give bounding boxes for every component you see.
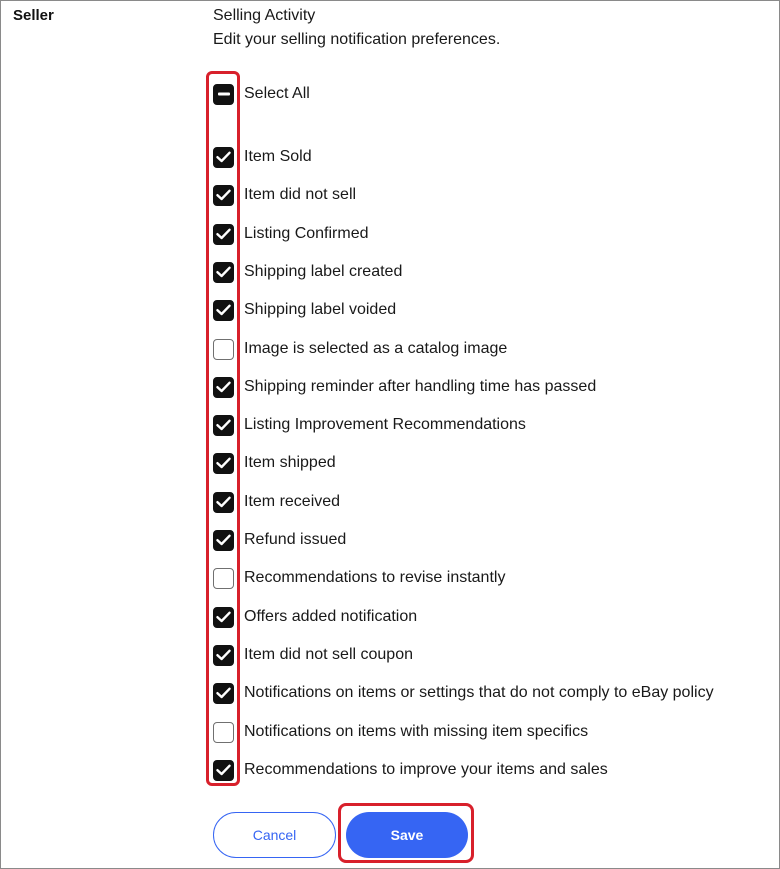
checkbox-label: Listing Confirmed bbox=[244, 225, 369, 242]
checkbox-label: Item did not sell bbox=[244, 186, 357, 203]
option-checkbox-row[interactable] bbox=[213, 183, 356, 207]
checkmark-icon bbox=[216, 228, 231, 240]
checkbox-label: Offers added notification bbox=[244, 608, 418, 625]
select-all-checkbox-row[interactable] bbox=[213, 82, 310, 106]
option-checkbox-row[interactable] bbox=[213, 681, 714, 705]
checkbox-label: Item did not sell coupon bbox=[244, 646, 413, 663]
checkmark-icon bbox=[216, 419, 231, 431]
option-checkbox[interactable] bbox=[213, 415, 234, 436]
option-checkbox-row[interactable] bbox=[213, 605, 417, 629]
option-checkbox[interactable] bbox=[213, 530, 234, 551]
checkmark-icon bbox=[216, 649, 231, 661]
checkbox-label: Select All bbox=[244, 85, 310, 102]
checkmark-icon bbox=[216, 151, 231, 163]
option-checkbox-row[interactable] bbox=[213, 413, 526, 437]
checkbox-label: Item Sold bbox=[244, 148, 312, 165]
checkbox-label: Notifications on items with missing item specifics bbox=[244, 723, 589, 740]
checkbox-label: Shipping label created bbox=[244, 263, 403, 280]
checkbox-label: Item shipped bbox=[244, 454, 336, 471]
checkbox-label: Item received bbox=[244, 493, 341, 510]
checkmark-icon bbox=[216, 457, 231, 469]
checkbox-label: Notifications on items or settings that do not comply to eBay policy bbox=[244, 684, 714, 701]
checkmark-icon bbox=[216, 304, 231, 316]
option-checkbox[interactable] bbox=[213, 147, 234, 168]
option-checkbox-row[interactable] bbox=[213, 758, 608, 782]
option-checkbox-row[interactable] bbox=[213, 566, 505, 590]
option-checkbox[interactable] bbox=[213, 683, 234, 704]
option-checkbox-row[interactable] bbox=[213, 260, 402, 284]
option-checkbox[interactable] bbox=[213, 339, 234, 360]
option-checkbox-row[interactable] bbox=[213, 490, 340, 514]
checkbox-label: Shipping label voided bbox=[244, 301, 397, 318]
checkbox-label: Refund issued bbox=[244, 531, 347, 548]
checkmark-icon bbox=[216, 189, 231, 201]
option-checkbox[interactable] bbox=[213, 607, 234, 628]
option-checkbox-row[interactable] bbox=[213, 298, 396, 322]
option-checkbox-row[interactable] bbox=[213, 222, 369, 246]
select-all-checkbox[interactable] bbox=[213, 84, 234, 105]
option-checkbox[interactable] bbox=[213, 185, 234, 206]
option-checkbox[interactable] bbox=[213, 492, 234, 513]
checkmark-icon bbox=[216, 534, 231, 546]
option-checkbox[interactable] bbox=[213, 377, 234, 398]
option-checkbox[interactable] bbox=[213, 645, 234, 666]
option-checkbox[interactable] bbox=[213, 224, 234, 245]
option-checkbox-row[interactable] bbox=[213, 643, 413, 667]
checkbox-label: Recommendations to revise instantly bbox=[244, 569, 506, 586]
option-checkbox-row[interactable] bbox=[213, 375, 596, 399]
option-checkbox-row[interactable] bbox=[213, 528, 346, 552]
option-checkbox-row[interactable] bbox=[213, 720, 588, 744]
checkmark-icon bbox=[216, 496, 231, 508]
checkbox-label: Image is selected as a catalog image bbox=[244, 340, 508, 357]
option-checkbox[interactable] bbox=[213, 300, 234, 321]
option-checkbox-row[interactable] bbox=[213, 337, 507, 361]
option-checkbox[interactable] bbox=[213, 262, 234, 283]
option-checkbox[interactable] bbox=[213, 453, 234, 474]
section-label: Seller bbox=[13, 7, 54, 24]
section-title: Selling Activity bbox=[213, 7, 316, 24]
dash-icon bbox=[218, 92, 230, 96]
checkmark-icon bbox=[216, 764, 231, 776]
checkmark-icon bbox=[216, 381, 231, 393]
option-checkbox-row[interactable] bbox=[213, 145, 312, 169]
checkbox-label: Shipping reminder after handling time has passed bbox=[244, 378, 597, 395]
checkmark-icon bbox=[216, 611, 231, 623]
option-checkbox[interactable] bbox=[213, 760, 234, 781]
option-checkbox[interactable] bbox=[213, 722, 234, 743]
cancel-button[interactable]: Cancel bbox=[213, 812, 336, 858]
checkbox-label: Recommendations to improve your items and sales bbox=[244, 761, 608, 778]
checkmark-icon bbox=[216, 266, 231, 278]
save-button[interactable]: Save bbox=[346, 812, 468, 858]
section-subtitle: Edit your selling notification preferences. bbox=[213, 31, 501, 48]
option-checkbox[interactable] bbox=[213, 568, 234, 589]
checkbox-label: Listing Improvement Recommendations bbox=[244, 416, 526, 433]
checkmark-icon bbox=[216, 687, 231, 699]
option-checkbox-row[interactable] bbox=[213, 451, 336, 475]
